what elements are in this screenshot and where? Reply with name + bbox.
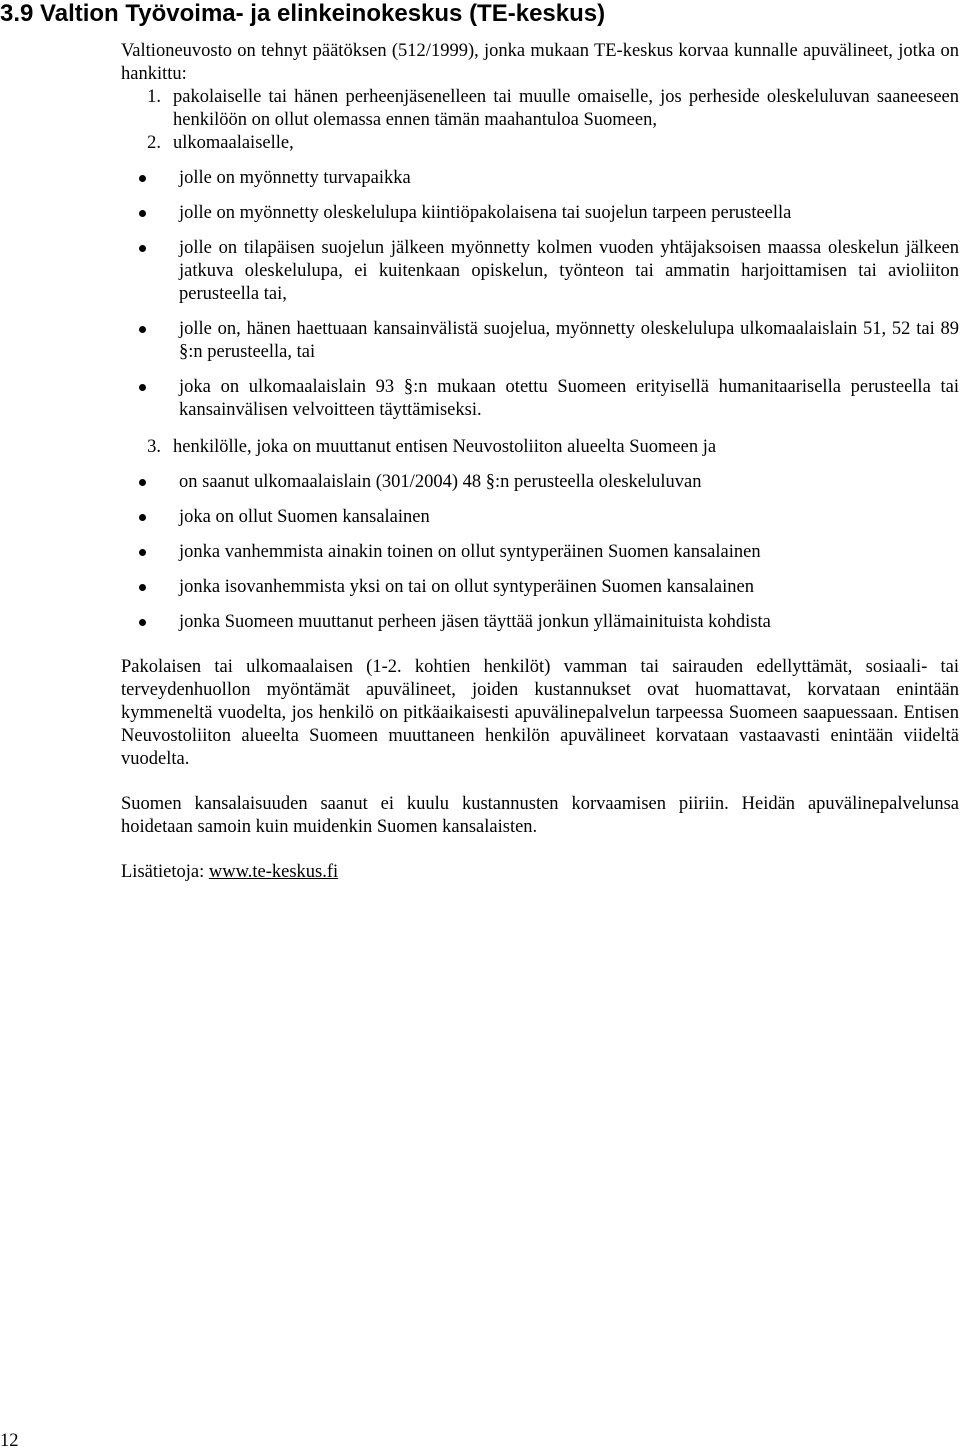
bullet-icon (139, 175, 146, 182)
bullet-icon (139, 384, 146, 391)
bullet-icon (139, 549, 146, 556)
bullet-icon (139, 479, 146, 486)
bullet-icon (139, 326, 146, 333)
document-body (121, 40, 959, 884)
list-item: joka on ollut Suomen kansalainen (121, 506, 959, 529)
numbered-item-2 (121, 132, 959, 422)
section-heading: 3.9 Valtion Työvoima- ja elinkeinokeskus (TE-keskus) (0, 0, 606, 27)
list-item: jolle on myönnetty oleskelulupa kiintiöpakolaisena tai suojelun tarpeen perusteella (121, 202, 959, 225)
list-item: joka on ulkomaalaislain 93 §:n mukaan otettu Suomeen erityisellä humanitaarisella perusteella tai kansainvälisen velvoitteen täyttämiseksi. (121, 376, 959, 422)
bullet-icon (139, 514, 146, 521)
item-text: pakolaiselle tai hänen perheenjäsenelleen tai muulle omaiselle, jos perheside oleskeluluvan saaneeseen henkilöön on ollut olemassa ennen tämän maahantuloa Suomeen, (173, 87, 959, 130)
te-keskus-link[interactable]: www.te-keskus.fi (208, 862, 339, 882)
bullet-icon (139, 584, 146, 591)
intro-paragraph: Valtioneuvosto on tehnyt päätöksen (512/1999), jonka mukaan TE-keskus korvaa kunnalle apuvälineet, jotka on hankittu: (121, 41, 959, 84)
more-info-label: Lisätietoja: (121, 862, 205, 882)
list-item: jonka isovanhemmista yksi on tai on ollut syntyperäinen Suomen kansalainen (121, 576, 959, 599)
bullet-list (173, 167, 959, 422)
item-number: 1. (147, 87, 161, 107)
item-text: ulkomaalaiselle, (173, 133, 294, 153)
bullet-icon (139, 245, 146, 252)
bullet-icon (139, 619, 146, 626)
item-number: 3. (147, 437, 161, 457)
list-item: jonka Suomeen muuttanut perheen jäsen täyttää jonkun yllämainituista kohdista (121, 611, 959, 634)
list-item: jolle on tilapäisen suojelun jälkeen myönnetty kolmen vuoden yhtäjaksoisen maassa oleskelun jälkeen jatkuva oleskelulupa, ei kuitenkaan opiskelun, työnteon tai ammatin harjoittamisen tai avioliiton perusteella tai, (121, 237, 959, 306)
list-item: jonka vanhemmista ainakin toinen on ollut syntyperäinen Suomen kansalainen (121, 541, 959, 564)
paragraph-citizenship: Suomen kansalaisuuden saanut ei kuulu kustannusten korvaamisen piiriin. Heidän apuvälinepalvelunsa hoidetaan samoin kuin muidenkin Suomen kansalaisten. (121, 794, 959, 837)
page-number: 12 (0, 1431, 19, 1451)
list-item: jolle on myönnetty turvapaikka (121, 167, 959, 190)
bullet-list (173, 471, 959, 634)
list-item: on saanut ulkomaalaislain (301/2004) 48 §:n perusteella oleskeluluvan (121, 471, 959, 494)
paragraph-compensation: Pakolaisen tai ulkomaalaisen (1-2. kohtien henkilöt) vamman tai sairauden edellyttämät, sosiaali- tai terveydenhuollon myöntämät apuvälineet, joiden kustannukset ovat huomattavat, korvataan enintään kymmeneltä vuodelta, jos henkilö on pitkäaikaisesti apuvälinepalvelun tarpeessa Suomeen saapuessaan. Entisen Neuvostoliiton alueelta Suomeen muuttaneen henkilön apuvälineet korvataan vastaavasti enintään viideltä vuodelta. (121, 657, 959, 769)
numbered-item-1 (121, 86, 959, 132)
numbered-item-3 (121, 436, 959, 634)
list-item: jolle on, hänen haettuaan kansainvälistä suojelua, myönnetty oleskelulupa ulkomaalaislain 51, 52 tai 89 §:n perusteella, tai (121, 318, 959, 364)
item-number: 2. (147, 133, 161, 153)
item-text: henkilölle, joka on muuttanut entisen Neuvostoliiton alueelta Suomeen ja (173, 437, 717, 457)
bullet-icon (139, 210, 146, 217)
more-info-line (121, 861, 959, 884)
